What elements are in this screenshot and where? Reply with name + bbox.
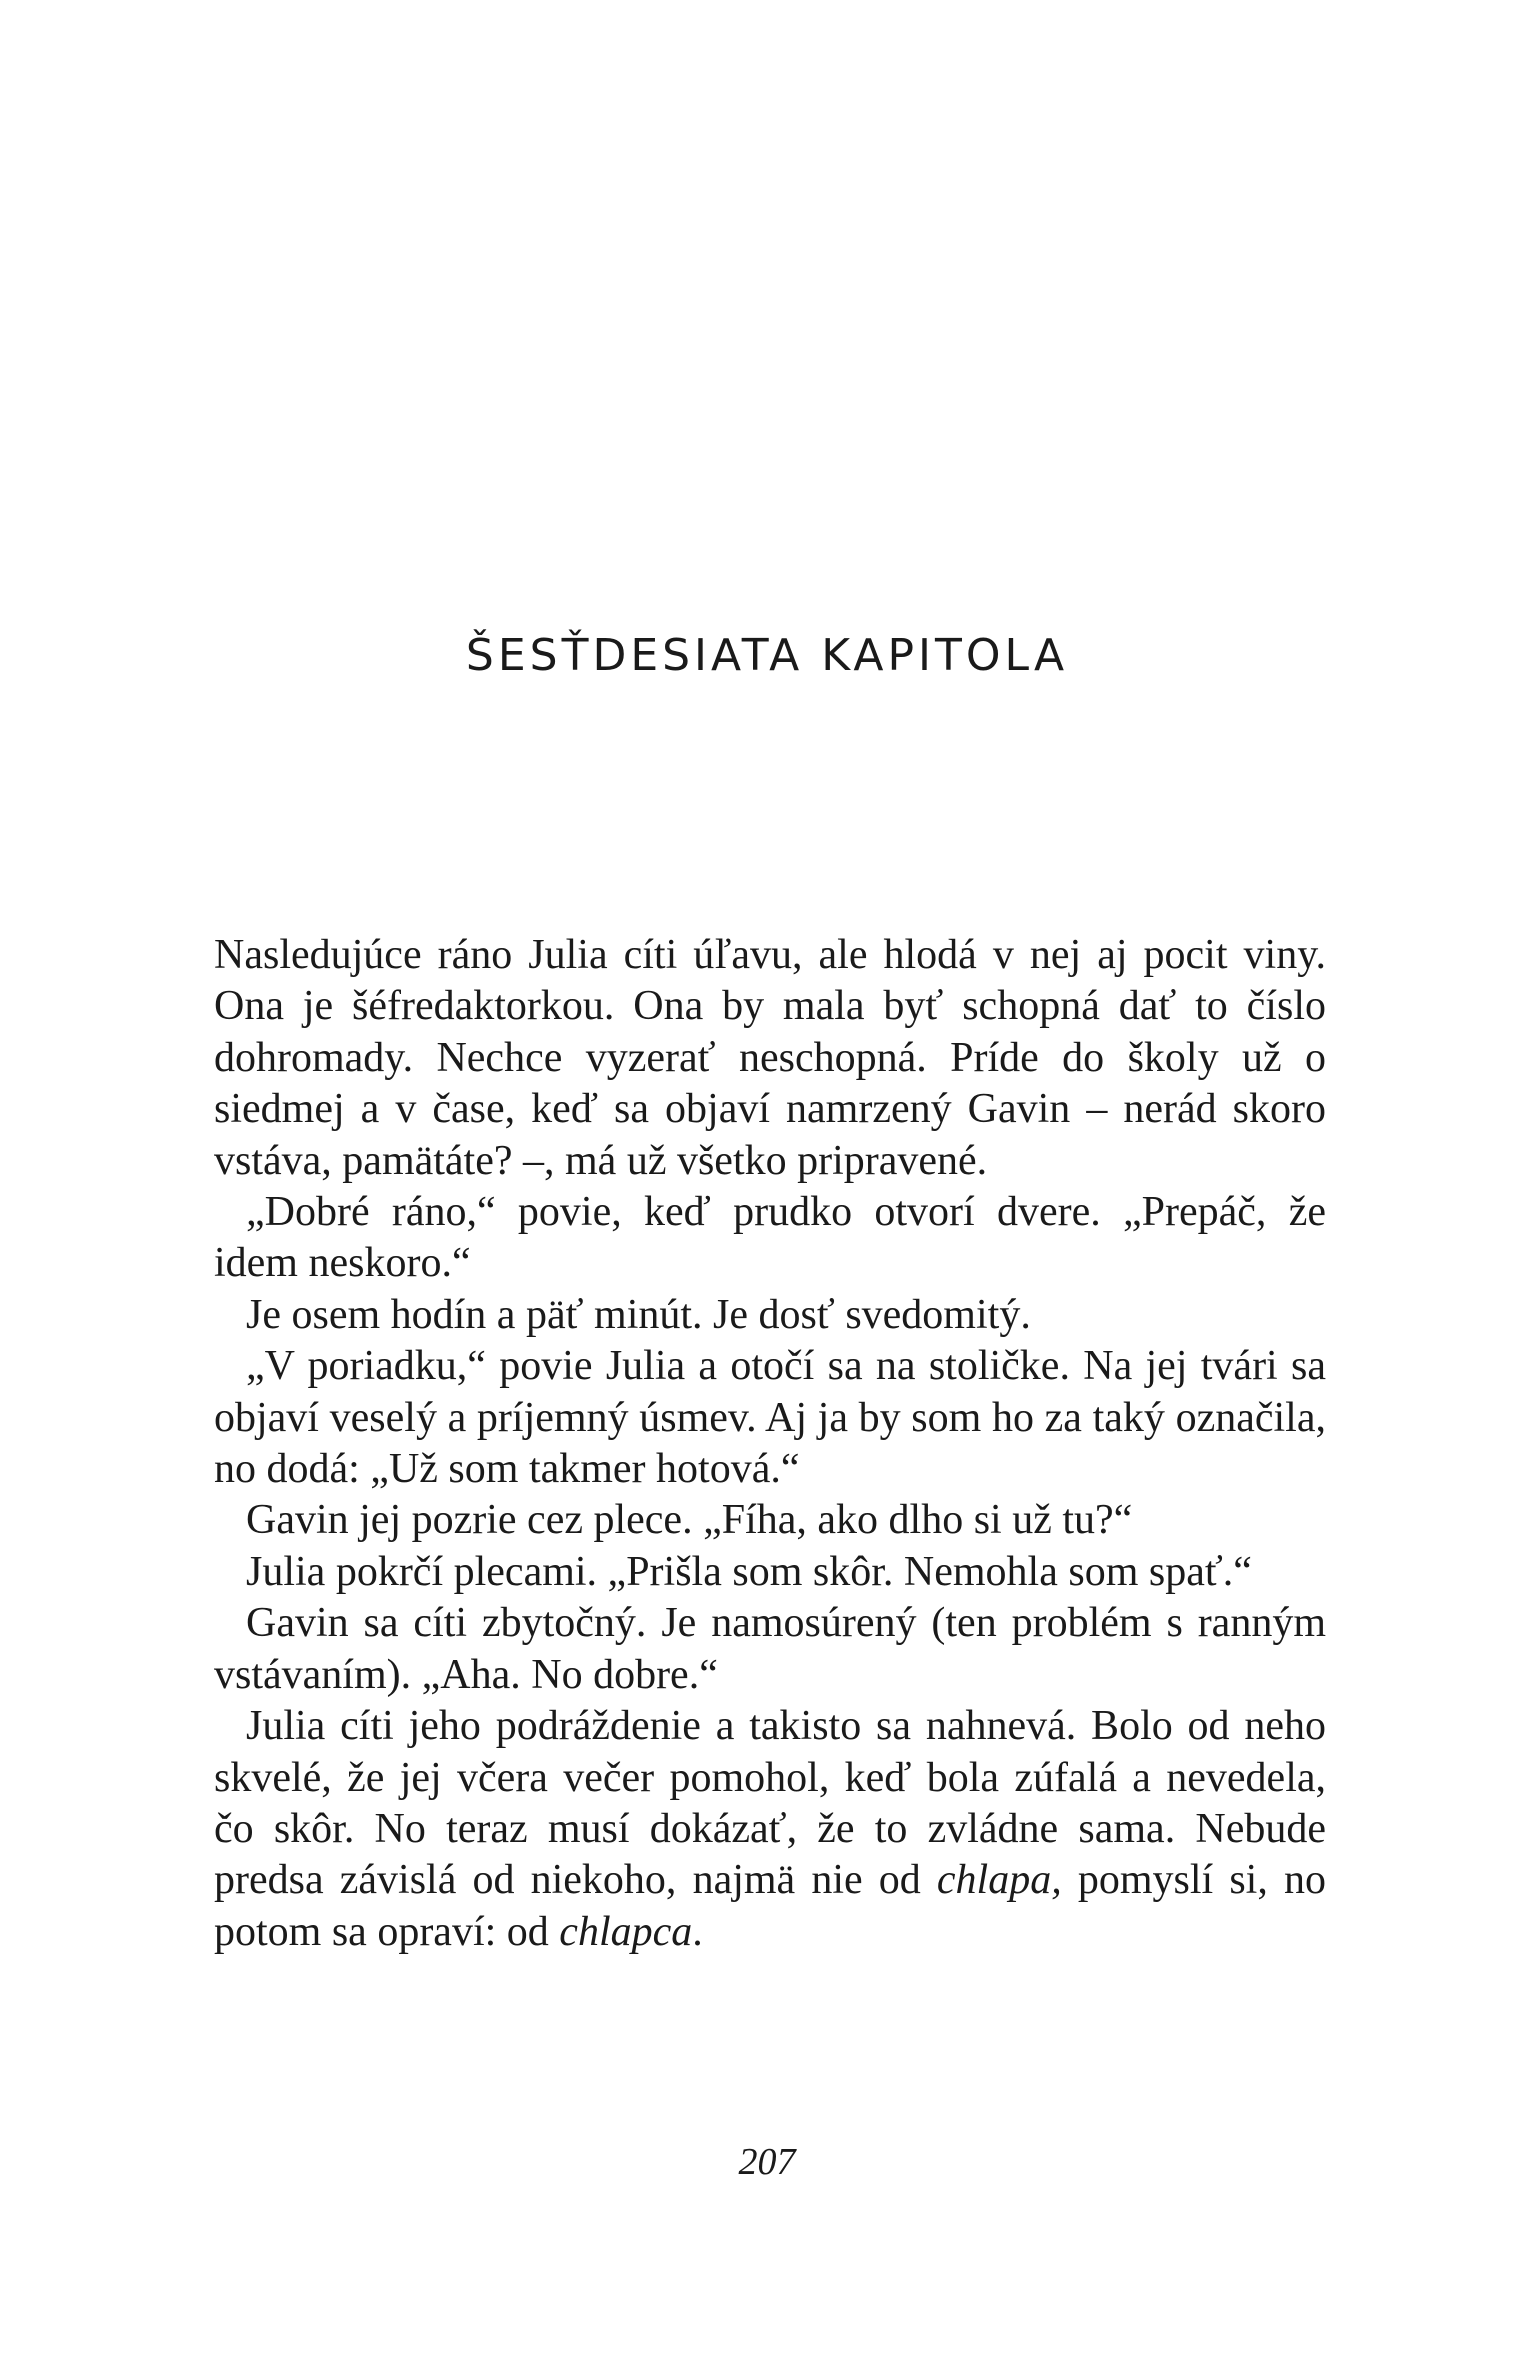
chapter-body <box>214 930 1326 1958</box>
paragraph: Je osem hodín a päť minút. Je dosť svedomitý. <box>246 1291 1031 1338</box>
paragraph: „V poriadku,“ povie Julia a otočí sa na stoličke. Na jej tvári sa objaví veselý a príjemný úsmev. Aj ja by som ho za taký označila, no dodá: „Už som takmer hotová.“ <box>214 1343 1326 1493</box>
chapter-title: ŠESŤDESIATA KAPITOLA <box>465 630 1069 681</box>
page-number: 207 <box>738 2141 796 2183</box>
paragraph-last <box>214 1701 1326 1958</box>
paragraph-text: Julia cíti jeho podráždenie a takisto sa nahnevá. Bolo od neho skvelé, že jej včera večer pomohol, keď bola zúfalá a nevedela, čo skôr. No teraz musí dokázať, že to zvládne sama. Nebude predsa závislá od niekoho, najmä nie od <box>214 1703 1326 1904</box>
paragraph: Nasledujúce ráno Julia cíti úľavu, ale hlodá v nej aj pocit viny. Ona je šéfredaktorkou. Ona by mala byť schopná dať to číslo dohromady. Nechce vyzerať neschopná. Príde do školy už o siedmej a v čase, keď sa objaví namrzený Gavin – nerád skoro vstáva, pamätáte? –, má už všetko pripravené. <box>214 932 1326 1184</box>
paragraph: Julia pokrčí plecami. „Prišla som skôr. Nemohla som spať.“ <box>246 1548 1252 1595</box>
italic-word: chlapca <box>559 1908 693 1955</box>
paragraph: „Dobré ráno,“ povie, keď prudko otvorí dvere. „Prepáč, že idem neskoro.“ <box>214 1189 1326 1287</box>
paragraph-text: pomyslí si, no potom sa opraví: od <box>214 1857 1326 1955</box>
italic-word: chlapa, <box>936 1857 1062 1904</box>
paragraph: Gavin jej pozrie cez plece. „Fíha, ako dlho si už tu?“ <box>246 1497 1133 1544</box>
paragraph-text: . <box>692 1908 703 1955</box>
paragraph: Gavin sa cíti zbytočný. Je namosúrený (ten problém s ranným vstávaním). „Aha. No dobre.“ <box>214 1600 1326 1698</box>
